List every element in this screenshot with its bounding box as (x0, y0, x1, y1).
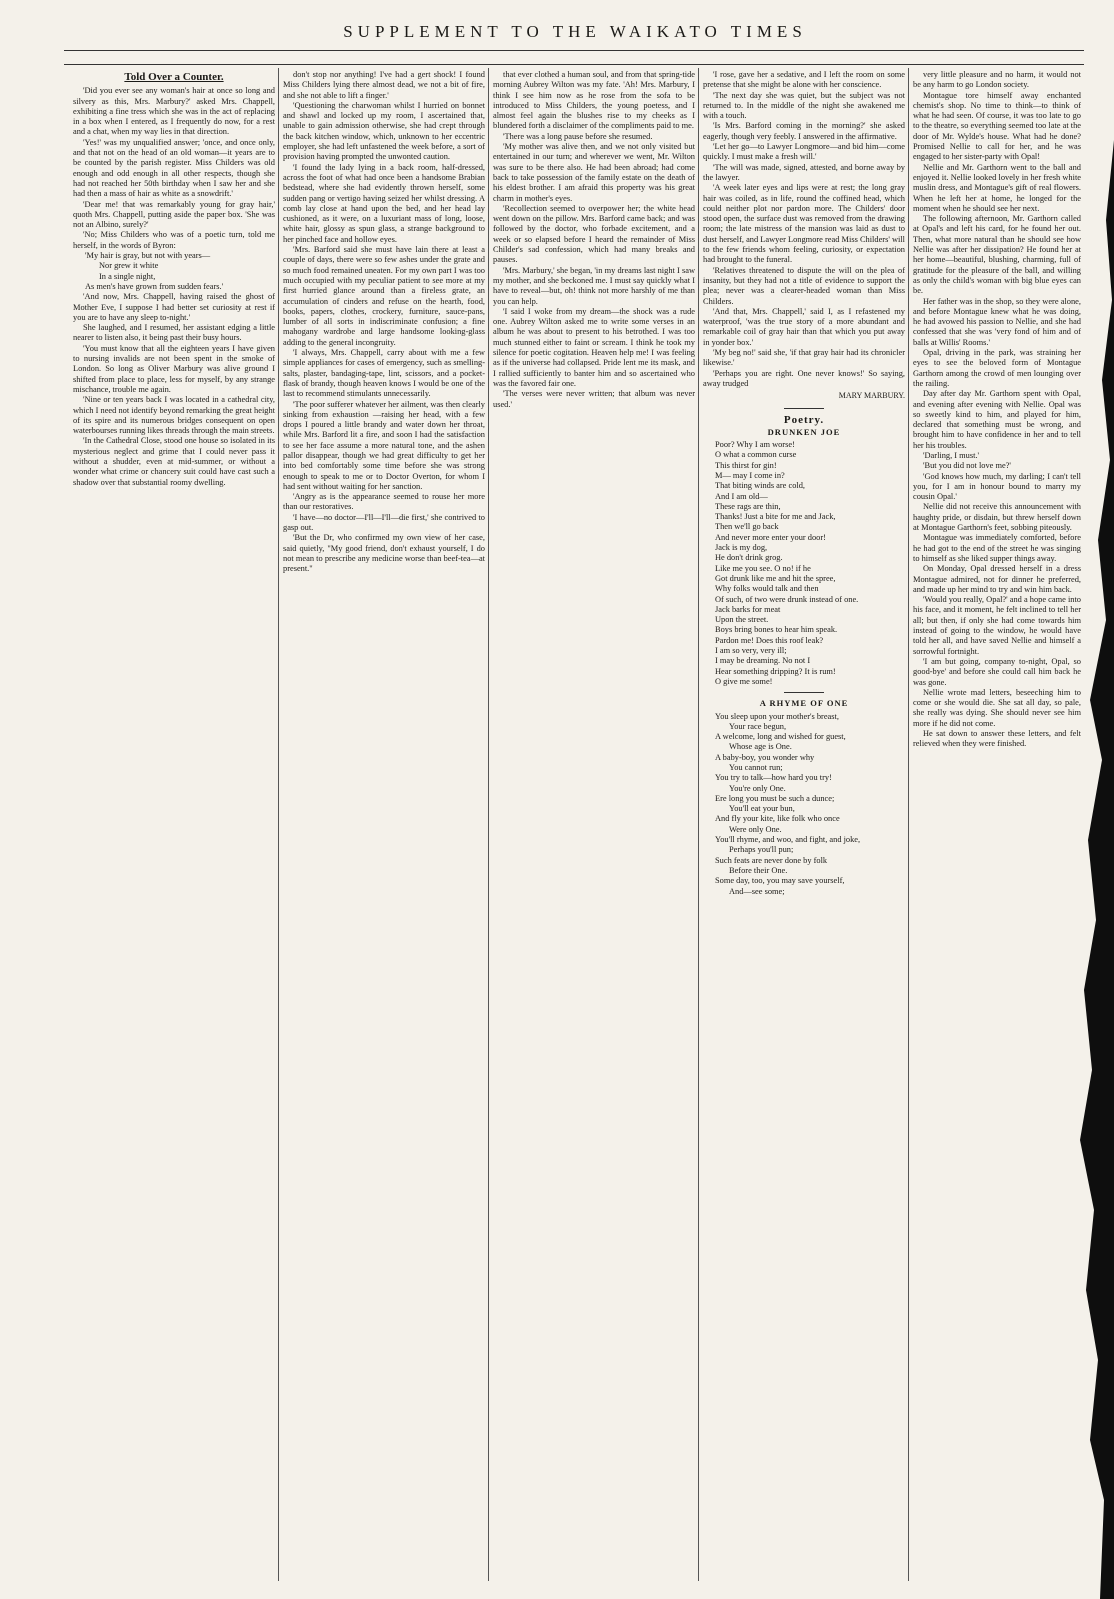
paragraph: 'Let her go—to Lawyer Longmore—and bid him—come quickly. I must make a fresh will.' (703, 142, 905, 162)
paragraph: 'I said I woke from my dream—the shock was a rude one. Aubrey Wilton asked me to write some verses in an album he was about to present to his betrothed. I was too much stunned either to faint or scream. I think he took my silence for poetic cogitation. Heaven help me! I was feeling as if the universe had collapsed. Pride lent me its mask, and I rallied sufficiently to banter him and so ascertained who was the favored fair one. (493, 306, 695, 388)
poem-line: Such feats are never done by folk (715, 855, 828, 865)
poem-line: Boys bring bones to hear him speak. (715, 625, 838, 635)
poem-line: Jack barks for meat (715, 604, 781, 614)
paragraph: 'My beg no!' said she, 'if that gray hair had its chronicler likewise.' (703, 348, 905, 368)
paragraph: 'The next day she was quiet, but the subject was not returned to. In the middle of the night she awakened me with a touch. (703, 90, 905, 121)
poem-line: Upon the street. (715, 615, 769, 625)
poem-line: You try to talk—how hard you try! (715, 773, 832, 783)
poem-line: Your race begun, (729, 721, 787, 731)
paragraph: 'But the Dr, who confirmed my own view of her case, said quietly, "My good friend, don't exhaust yourself, I do not mean to prescribe any medicine worse than beef-tea—at present." (283, 533, 485, 574)
paragraph: 'Relatives threatened to dispute the will on the plea of insanity, but they had not a title of evidence to support the plea; never was a clearer-headed woman than Miss Childers. (703, 265, 905, 306)
paragraph: 'No; Miss Childers who was of a poetic turn, told me herself, in the words of Byron: (73, 230, 275, 250)
paragraph: Nellie wrote mad letters, beseeching him to come or she would die. She sat all day, so pale, she really was dying. She should never see him more if he did not come. (913, 687, 1081, 728)
poem-line: I am so very, very ill; (715, 646, 787, 656)
poem-title: A RHYME OF ONE (759, 698, 849, 709)
poem-body (703, 440, 905, 687)
paragraph: 'Yes!' was my unqualified answer; 'once, and once only, and that not on the head of an old woman—it years are to be counted by the parish register. Miss Childers was old enough and odd enough in all other respects, though she had not reached her 50th birthday when I saw her and she had then a mass of hair as white as a snowdrift.' (73, 137, 275, 199)
paragraph: Day after day Mr. Garthorn spent with Opal, and evening after evening with Nellie. Opal was so sweetly kind to him, and played for him, declared that something must be wrong, and brought him to have confidence in her and to tell her his troubles. (913, 389, 1081, 450)
verse-line: 'My hair is gray, but not with years— (85, 251, 211, 261)
poem-line: Were only One. (729, 824, 782, 834)
poem-line: Thanks! Just a bite for me and Jack, (715, 512, 836, 522)
paragraph: that ever clothed a human soul, and from that spring-tide morning Aubrey Wilton was my fate. 'Ah! Mrs. Marbury, I think I see him now as he rose from the sofa to be introduced to Miss Childers, the young poetess, and I almost feel again the blushes rise to my cheeks as I blundered forth a disclaimer of the compliments paid to me. (493, 70, 695, 131)
poem-title: DRUNKEN JOE (767, 426, 841, 437)
poem-line: This thirst for gin! (715, 460, 777, 470)
poetry-heading: Poetry. (783, 413, 825, 426)
poem-body (703, 712, 905, 897)
paragraph: On Monday, Opal dressed herself in a dress Montague admired, not for dinner he preferred, and made up her mind to try and win him back. (913, 564, 1081, 594)
section-rule (784, 692, 824, 693)
column-1 (73, 70, 275, 1581)
paragraph: 'My mother was alive then, and we not only visited but entertained in our turn; and wherever we went, Mr. Wilton was sure to be there also. He had been abroad; had come back to take possession of the family estate on the death of his eldest brother. I am afraid this property was his great charm in mother's eyes. (493, 142, 695, 203)
poem-line: Before their One. (729, 865, 788, 875)
paragraph: 'God knows how much, my darling; I can't tell you, for I am in honour bound to marry my cousin Opal.' (913, 471, 1081, 502)
column-divider (488, 68, 489, 1581)
poem-line: A welcome, long and wished for guest, (715, 732, 846, 742)
paragraph: 'I am but going, company to-night, Opal, so good-bye' and before she could call him back he was gone. (913, 656, 1081, 687)
paragraph: very little pleasure and no harm, it would not be any harm to go London society. (913, 70, 1081, 90)
poem-line: Some day, too, you may save yourself, (715, 876, 845, 886)
poem-line: Like me you see. O no! if he (715, 563, 811, 573)
paragraph: 'Angry as is the appearance seemed to rouse her more than our restoratives. (283, 492, 485, 512)
poem-line: A baby-boy, you wonder why (715, 752, 815, 762)
paragraph: 'Perhaps you are right. One never knows!' So saying, away trudged (703, 368, 905, 388)
poem-line: Got drunk like me and hit the spree, (715, 573, 836, 583)
paragraph: Nellie did not receive this announcement with haughty pride, or disdain, but threw herself down at Montague Garthorn's feet, sobbing piteously. (913, 502, 1081, 533)
paragraph: 'Dear me! that was remarkably young for gray hair,' quoth Mrs. Chappell, putting aside the paper box. 'She was not an Albino, surely?' (73, 199, 275, 230)
paragraph: 'I rose, gave her a sedative, and I left the room on some pretense that she might be alone with her conscience. (703, 70, 905, 90)
paragraph: 'Is Mrs. Barford coming in the morning?' she asked eagerly, though very feebly. I answered in the affirmative. (703, 121, 905, 141)
verse-line: In a single night, (99, 271, 156, 281)
poem-line: Hear something dripping? It is rum! (715, 666, 836, 676)
paragraph: 'I always, Mrs. Chappell, carry about with me a few simple appliances for cases of emergency, such as smelling-salts, plaster, bandaging-tape, lint, scissors, and a pocket-flask of brandy, though heaven knows I would be one of the last to recommend stimulants unnecessarily. (283, 348, 485, 399)
poem-line: These rags are thin, (715, 501, 781, 511)
poem-line: Jack is my dog, (715, 543, 768, 553)
paragraph: don't stop nor anything! I've had a gert shock! I found Miss Childers lying there almost dead, we not a bit of fire, and she not able to lift a finger.' (283, 70, 485, 100)
column-4 (703, 70, 905, 1581)
paragraph: 'And that, Mrs. Chappell,' said I, as I refastened my waterproof, 'was the true story of a more abundant and remarkable coil of gray hair than that which you put away in yonder box.' (703, 306, 905, 347)
paragraph: 'And now, Mrs. Chappell, having raised the ghost of Mother Eve, I suppose I had better set curiosity at rest if you are to have any sleep to-night.' (73, 292, 275, 322)
paragraph: 'I found the lady lying in a back room, half-dressed, across the foot of what had once been a handsome Brabian bedstead, where she had evidently thrown herself, some sudden pang or vertigo having seized her whilst dressing. A comb lay close at hand upon the bed, and her head lay cushioned, as it were, on a luxuriant mass of long, loose, white hair, glossy as spun glass, a strange background to her pinched face and hollow eyes. (283, 162, 485, 244)
poem-line: Poor? Why I am worse! (715, 440, 795, 450)
verse-line: As men's have grown from sudden fears.' (85, 281, 224, 291)
quoted-verse (73, 251, 275, 292)
paragraph: 'The poor sufferer whatever her ailment, was then clearly sinking from exhaustion —raising her head, with a few drops I poured a little brandy and water down her throat, while Mrs. Barford lit a fire, and soon I had the satisfaction to see her face assume a more natural tone, and the ashen pallor disappear, though we had great difficulty to get her into bed comfortably some time before she was strong enough to speak to me or to Doctor Overton, for whom I had sent without waiting for her sanction. (283, 399, 485, 491)
paragraph: 'In the Cathedral Close, stood one house so isolated in its mysterious neglect and grime that I could never pass it without a shudder, even at mid-summer, or without a wonder what crime or chancery suit could have cast such a shadow over that substantial roomy dwelling. (73, 436, 275, 487)
paragraph: Her father was in the shop, so they were alone, and before Montague knew what he was doing, he had avowed his passion to Nellie, and she had confessed that she was 'very fond of him and of balls at Willis' Rooms.' (913, 296, 1081, 347)
paragraph: 'Questioning the charwoman whilst I hurried on bonnet and shawl and locked up my room, I ascertained that, unable to gain admission otherwise, she had crept through the back kitchen window, which, unknown to her eccentric employer, she had left unfastened the week before, a sort of provision having prompted the unwonted caution. (283, 100, 485, 162)
header-rule-top (64, 50, 1084, 51)
paragraph: 'You must know that all the eighteen years I have given to nursing invalids are not been spent in the smoke of London. So long as Oliver Marbury was alive ground I shifted from place to place, less for myself, by any strange mischance, trouble me again. (73, 343, 275, 394)
paragraph: 'The verses were never written; that album was never used.' (493, 389, 695, 409)
poem-line: You'll rhyme, and woo, and fight, and joke, (715, 835, 861, 845)
poem-line: O give me some! (715, 676, 773, 686)
torn-edge-shadow (1040, 60, 1114, 1599)
poem-line: And I am old— (715, 491, 768, 501)
column-3 (493, 70, 695, 1581)
poem-line: Whose age is One. (729, 742, 792, 752)
paragraph: 'I have—no doctor—I'll—I'll—die first,' she contrived to gasp out. (283, 512, 485, 533)
poem-line: Ere long you must be such a dunce; (715, 793, 835, 803)
poem-line: You cannot run; (729, 763, 783, 772)
paragraph: 'Did you ever see any woman's hair at once so long and silvery as this, Mrs. Marbury?' asked Mrs. Chappell, exhibiting a fine tress which she was in the act of replacing in a box when I entered, as I frequently do now, for a rest and a chat, when my way lies in that direction. (73, 86, 275, 137)
poem-line: Then we'll go back (715, 522, 779, 532)
paragraph: 'There was a long pause before she resumed. (503, 131, 653, 141)
paragraph: She laughed, and I resumed, her assistant edging a little nearer to listen also, it being past their busy hours. (73, 323, 275, 343)
paragraph: 'But you did not love me?' (923, 461, 1011, 471)
poem-line: And never more enter your door! (715, 532, 826, 542)
paragraph: Opal, driving in the park, was straining her eyes to see the beloved form of Montague Garthorn among the crowd of men lounging over the railing. (913, 348, 1081, 388)
column-divider (698, 68, 699, 1581)
poem-line: He don't drink grog. (715, 553, 783, 563)
paragraph: Montague was immediately comforted, before he had got to the end of the street he was singing to himself as she liked supper things away. (913, 533, 1081, 563)
paragraph: 'Would you really, Opal?' and a hope came into his face, and it moment, he felt inclined to tell her all; but then, if only she had come towards him instead of going to the window, he would have told her all, and have saved Nellie and himself a sorrowful fortnight. (913, 595, 1081, 656)
poem-line: You're only One. (729, 783, 786, 793)
poem-line: That biting winds are cold, (715, 481, 806, 491)
poem-line: Of such, of two were drunk instead of one. (715, 594, 859, 604)
page-header: SUPPLEMENT TO THE WAIKATO TIMES (343, 22, 807, 41)
paragraph: He sat down to answer these letters, and felt relieved when they were finished. (913, 729, 1081, 749)
paragraph: 'A week later eyes and lips were at rest; the long gray hair was coiled, as in life, round the coffined head, which could neither plot nor pardon more. The Childers' door stood open, the surface dust was removed from the drawing room; the late mistress of the mansion was laid as dust to dust herself, and Lawyer Longmore read Miss Childers' will to the few friends whom feeling, curiosity, or expectation had brought to the funeral. (703, 183, 905, 265)
paragraph: Nellie and Mr. Garthorn went to the ball and enjoyed it. Nellie looked lovely in her fresh white muslin dress, and Montague's gift of real flowers. When he left her at home, he longed for the moment when he should see her next. (913, 162, 1081, 213)
author-signature: MARY MARBURY. (838, 391, 905, 401)
story-title: Told Over a Counter. (124, 71, 224, 83)
poem-line: You sleep upon your mother's breast, (715, 711, 839, 721)
paragraph: Montague tore himself away enchanted chemist's shop. No time to think—to think of what he had seen. Of course, it was too late to go to the theatre, so everything seemed too late at the door of Mr. Wylde's house. What had he done? Promised Nellie to call for her, and he was engaged to her sister-party with Opal! (913, 90, 1081, 162)
poem-line: And—see some; (729, 886, 785, 896)
paragraph: 'The will was made, signed, attested, and borne away by the lawyer. (703, 162, 905, 182)
poem-line: You'll eat your bun, (729, 804, 795, 814)
section-rule (784, 408, 824, 409)
poem-line: Perhaps you'll pun; (729, 845, 794, 855)
column-divider (908, 68, 909, 1581)
poem-line: And fly your kite, like folk who once (715, 814, 840, 824)
poem-line: I may be dreaming. No not I (715, 656, 811, 666)
poem-line: O what a common curse (715, 450, 797, 460)
column-divider (278, 68, 279, 1581)
paragraph: 'Mrs. Marbury,' she began, 'in my dreams last night I saw my mother, and she beckoned me. I must say quickly what I have to reveal—but, oh! think not more harshly of me than you can help. (493, 265, 695, 306)
paragraph: 'Recollection seemed to overpower her; the white head went down on the pillow. Mrs. Barford came back; and was followed by the doctor, who forbade excitement, and a week or so elapsed before I heard the remainder of Miss Childer's sad confession, which had many breaks and pauses. (493, 203, 695, 265)
poem-line: M— may I come in? (715, 470, 785, 480)
poem-line: Pardon me! Does this roof leak? (715, 635, 824, 645)
paragraph: 'Darling, I must.' (923, 450, 980, 460)
column-2 (283, 70, 485, 1581)
paragraph: 'Nine or ten years back I was located in a cathedral city, which I need not identify beyond remarking the great height of its spire and its numerous bridges consequent on open waterbourses running likes threads through the main streets. (73, 395, 275, 436)
header-rule-bottom (64, 64, 1084, 65)
paragraph: 'Mrs. Barford said she must have lain there at least a couple of days, there were so few ashes under the grate and so much food remained uneaten. For my own part I was too much occupied with my peculiar patient to see more at my first hurried glance around than a fireless grate, an accumulation of cinders and refuse on the hearth, food, books, papers, clothes, crockery, furniture, sauce-pans, lumber of all sorts in indiscriminate confusion; a fine mahogany wardrobe and large handsome looking-glass adding to the general incongruity. (283, 245, 485, 347)
poem-line: Why folks would talk and then (715, 584, 819, 594)
verse-line: Nor grew it white (99, 261, 159, 271)
paragraph: The following afternoon, Mr. Garthorn called at Opal's and left his card, for he found her out. Then, what more natural than he should see how Nellie was after her dissipation? He found her at her home—beautiful, blushing, charming, full of gratitude for the pleasure of the ball, and willing as only the child's woman with big blue eyes can be. (913, 214, 1081, 296)
